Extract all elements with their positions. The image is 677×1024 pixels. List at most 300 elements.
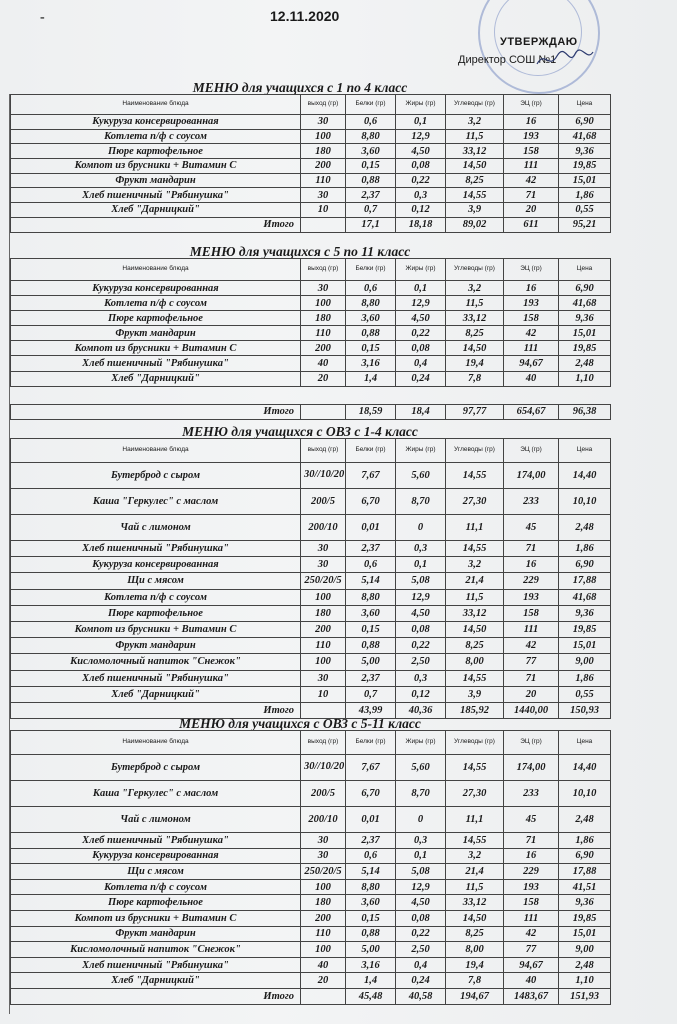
value-cell: 111 <box>504 341 559 356</box>
value-cell: 1,4 <box>346 371 396 386</box>
value-cell: 71 <box>504 188 559 203</box>
value-cell: 40 <box>504 973 559 989</box>
value-cell: 158 <box>504 144 559 159</box>
table-row <box>11 781 611 807</box>
value-cell: 40 <box>301 356 346 371</box>
value-cell: 77 <box>504 654 559 670</box>
total-value: 1440,00 <box>504 702 559 718</box>
column-header: выход (гр) <box>301 259 346 281</box>
value-cell: 200/5 <box>301 781 346 807</box>
column-header: Углеводы (гр) <box>446 439 504 463</box>
total-value: 18,59 <box>346 404 396 419</box>
table-row <box>11 159 611 174</box>
value-cell: 233 <box>504 781 559 807</box>
value-cell: 30 <box>301 670 346 686</box>
column-header: Белки (гр) <box>346 731 396 755</box>
dish-name-cell: Хлеб пшеничный "Рябинушка" <box>11 356 301 371</box>
value-cell: 110 <box>301 326 346 341</box>
dish-name-cell: Фрукт мандарин <box>11 926 301 942</box>
value-cell: 11,5 <box>446 879 504 895</box>
value-cell: 110 <box>301 173 346 188</box>
value-cell: 0,6 <box>346 115 396 130</box>
dish-name-cell: Пюре картофельное <box>11 895 301 911</box>
table-row <box>11 341 611 356</box>
value-cell: 14,55 <box>446 188 504 203</box>
column-header: Жиры (гр) <box>396 259 446 281</box>
menu-table-5-11 <box>10 258 611 420</box>
dish-name-cell: Хлеб "Дарницкий" <box>11 686 301 702</box>
column-header: выход (гр) <box>301 439 346 463</box>
value-cell: 111 <box>504 159 559 174</box>
value-cell: 0,22 <box>396 326 446 341</box>
value-cell: 16 <box>504 557 559 573</box>
section-title-5-11: МЕНЮ для учащихся с 5 по 11 класс <box>189 244 411 259</box>
value-cell: 14,50 <box>446 341 504 356</box>
value-cell: 2,37 <box>346 541 396 557</box>
value-cell: 9,00 <box>559 654 611 670</box>
value-cell: 0,1 <box>396 557 446 573</box>
value-cell: 0,22 <box>396 173 446 188</box>
table-row <box>11 755 611 781</box>
total-row <box>11 988 611 1004</box>
value-cell: 30 <box>301 281 346 296</box>
value-cell: 4,50 <box>396 605 446 621</box>
value-cell: 100 <box>301 296 346 311</box>
dish-name-cell: Котлета п/ф с соусом <box>11 879 301 895</box>
value-cell: 12,9 <box>396 129 446 144</box>
value-cell: 111 <box>504 621 559 637</box>
table-row <box>11 807 611 833</box>
value-cell: 19,85 <box>559 621 611 637</box>
column-header: Жиры (гр) <box>396 95 446 115</box>
value-cell: 2,48 <box>559 957 611 973</box>
column-header: Углеводы (гр) <box>446 731 504 755</box>
value-cell: 2,37 <box>346 188 396 203</box>
column-header: ЭЦ (гр) <box>504 439 559 463</box>
value-cell: 45 <box>504 807 559 833</box>
value-cell: 7,67 <box>346 755 396 781</box>
value-cell: 200 <box>301 341 346 356</box>
value-cell: 2,50 <box>396 654 446 670</box>
table-row <box>11 654 611 670</box>
value-cell: 14,55 <box>446 833 504 849</box>
table-header-row <box>11 731 611 755</box>
value-cell: 0,08 <box>396 341 446 356</box>
total-value: 40,36 <box>396 702 446 718</box>
value-cell: 100 <box>301 942 346 958</box>
value-cell: 45 <box>504 515 559 541</box>
section-title-ovz-1-4: МЕНЮ для учащихся с ОВЗ с 1-4 класс <box>182 424 418 439</box>
value-cell: 158 <box>504 311 559 326</box>
value-cell: 3,60 <box>346 605 396 621</box>
column-header: Цена <box>559 95 611 115</box>
value-cell: 193 <box>504 879 559 895</box>
value-cell: 5,14 <box>346 864 396 880</box>
value-cell: 2,37 <box>346 670 396 686</box>
value-cell: 9,36 <box>559 144 611 159</box>
value-cell: 0,24 <box>396 371 446 386</box>
value-cell: 40 <box>301 957 346 973</box>
total-value: 194,67 <box>446 988 504 1004</box>
value-cell: 77 <box>504 942 559 958</box>
value-cell: 94,67 <box>504 957 559 973</box>
value-cell: 19,4 <box>446 957 504 973</box>
dish-name-cell: Фрукт мандарин <box>11 638 301 654</box>
value-cell: 11,5 <box>446 589 504 605</box>
table-row <box>11 686 611 702</box>
section-title-1-4: МЕНЮ для учащихся с 1 по 4 класс <box>192 80 408 95</box>
column-header: Жиры (гр) <box>396 731 446 755</box>
table-row <box>11 144 611 159</box>
value-cell: 0,3 <box>396 541 446 557</box>
value-cell: 20 <box>504 686 559 702</box>
value-cell: 1,4 <box>346 973 396 989</box>
value-cell: 19,85 <box>559 159 611 174</box>
value-cell: 193 <box>504 589 559 605</box>
total-value: 18,4 <box>396 404 446 419</box>
value-cell: 0,88 <box>346 326 396 341</box>
value-cell: 9,36 <box>559 605 611 621</box>
value-cell: 9,00 <box>559 942 611 958</box>
value-cell: 0,24 <box>396 973 446 989</box>
value-cell: 30 <box>301 833 346 849</box>
value-cell: 14,40 <box>559 463 611 489</box>
value-cell: 71 <box>504 670 559 686</box>
value-cell: 3,16 <box>346 957 396 973</box>
value-cell: 16 <box>504 848 559 864</box>
total-label: Итого <box>11 404 301 419</box>
value-cell: 7,8 <box>446 973 504 989</box>
dish-name-cell: Котлета п/ф с соусом <box>11 129 301 144</box>
value-cell: 11,1 <box>446 515 504 541</box>
dish-name-cell: Пюре картофельное <box>11 144 301 159</box>
dish-name-cell: Компот из брусники + Витамин С <box>11 910 301 926</box>
table-row <box>11 670 611 686</box>
dish-name-cell: Бутерброд с сыром <box>11 755 301 781</box>
value-cell: 100 <box>301 589 346 605</box>
value-cell: 0,22 <box>396 638 446 654</box>
value-cell: 8,25 <box>446 173 504 188</box>
value-cell: 8,80 <box>346 879 396 895</box>
value-cell: 1,10 <box>559 973 611 989</box>
value-cell: 42 <box>504 638 559 654</box>
value-cell: 0,08 <box>396 159 446 174</box>
value-cell: 0,08 <box>396 621 446 637</box>
dish-name-cell: Фрукт мандарин <box>11 173 301 188</box>
value-cell: 0,15 <box>346 159 396 174</box>
value-cell: 100 <box>301 654 346 670</box>
value-cell: 0,1 <box>396 115 446 130</box>
table-row <box>11 515 611 541</box>
table-row <box>11 115 611 130</box>
value-cell: 41,68 <box>559 129 611 144</box>
total-value: 654,67 <box>504 404 559 419</box>
table-row <box>11 296 611 311</box>
value-cell: 3,2 <box>446 281 504 296</box>
value-cell: 3,2 <box>446 115 504 130</box>
value-cell: 27,30 <box>446 781 504 807</box>
column-header: Цена <box>559 439 611 463</box>
value-cell: 8,00 <box>446 942 504 958</box>
table-row <box>11 589 611 605</box>
value-cell: 15,01 <box>559 326 611 341</box>
value-cell: 5,60 <box>396 755 446 781</box>
column-header: Углеводы (гр) <box>446 259 504 281</box>
dish-name-cell: Котлета п/ф с соусом <box>11 589 301 605</box>
dish-name-cell: Кисломолочный напиток "Снежок" <box>11 942 301 958</box>
total-value <box>301 404 346 419</box>
value-cell: 0,08 <box>396 910 446 926</box>
column-header: Наименование блюда <box>11 731 301 755</box>
value-cell: 30 <box>301 557 346 573</box>
value-cell: 1,86 <box>559 833 611 849</box>
dish-name-cell: Фрукт мандарин <box>11 326 301 341</box>
dish-name-cell: Чай с лимоном <box>11 515 301 541</box>
menu-table-ovz-5-11 <box>10 730 611 1005</box>
value-cell: 20 <box>504 203 559 218</box>
table-row <box>11 605 611 621</box>
table-row <box>11 129 611 144</box>
value-cell: 14,55 <box>446 755 504 781</box>
table-header-row <box>11 95 611 115</box>
value-cell: 12,9 <box>396 296 446 311</box>
dish-name-cell: Каша "Геркулес" с маслом <box>11 489 301 515</box>
value-cell: 6,90 <box>559 115 611 130</box>
value-cell: 6,90 <box>559 281 611 296</box>
value-cell: 15,01 <box>559 638 611 654</box>
value-cell: 2,50 <box>396 942 446 958</box>
column-header: Наименование блюда <box>11 95 301 115</box>
value-cell: 6,70 <box>346 781 396 807</box>
total-value: 185,92 <box>446 702 504 718</box>
value-cell: 14,40 <box>559 755 611 781</box>
column-header: Цена <box>559 731 611 755</box>
value-cell: 8,70 <box>396 781 446 807</box>
total-value: 151,93 <box>559 988 611 1004</box>
value-cell: 11,1 <box>446 807 504 833</box>
table-row <box>11 973 611 989</box>
total-value: 95,21 <box>559 217 611 232</box>
total-value: 611 <box>504 217 559 232</box>
value-cell: 100 <box>301 129 346 144</box>
column-header: ЭЦ (гр) <box>504 259 559 281</box>
column-header: ЭЦ (гр) <box>504 731 559 755</box>
value-cell: 8,80 <box>346 296 396 311</box>
value-cell: 42 <box>504 173 559 188</box>
value-cell: 0,7 <box>346 686 396 702</box>
column-header: Углеводы (гр) <box>446 95 504 115</box>
value-cell: 14,55 <box>446 541 504 557</box>
value-cell: 30 <box>301 188 346 203</box>
value-cell: 5,00 <box>346 942 396 958</box>
dish-name-cell: Хлеб "Дарницкий" <box>11 973 301 989</box>
value-cell: 200 <box>301 621 346 637</box>
menu-table-1-4 <box>10 94 611 233</box>
value-cell: 0,7 <box>346 203 396 218</box>
total-value: 1483,67 <box>504 988 559 1004</box>
value-cell: 0,88 <box>346 638 396 654</box>
table-row <box>11 311 611 326</box>
total-row <box>11 404 611 419</box>
value-cell: 229 <box>504 864 559 880</box>
value-cell: 250/20/5 <box>301 864 346 880</box>
value-cell: 3,60 <box>346 311 396 326</box>
dish-name-cell: Хлеб пшеничный "Рябинушка" <box>11 188 301 203</box>
value-cell: 10 <box>301 686 346 702</box>
dish-name-cell: Каша "Геркулес" с маслом <box>11 781 301 807</box>
value-cell: 0,4 <box>396 356 446 371</box>
value-cell: 21,4 <box>446 573 504 589</box>
value-cell: 0,88 <box>346 926 396 942</box>
value-cell: 11,5 <box>446 129 504 144</box>
value-cell: 71 <box>504 541 559 557</box>
dish-name-cell: Щи с мясом <box>11 573 301 589</box>
value-cell: 19,85 <box>559 341 611 356</box>
value-cell: 30//10/20 <box>301 463 346 489</box>
value-cell: 5,08 <box>396 573 446 589</box>
approval-label: УТВЕРЖДАЮ <box>500 36 578 48</box>
value-cell: 2,48 <box>559 356 611 371</box>
spacer-cell <box>11 386 611 404</box>
value-cell: 8,25 <box>446 326 504 341</box>
value-cell: 12,9 <box>396 589 446 605</box>
value-cell: 8,70 <box>396 489 446 515</box>
column-header: выход (гр) <box>301 731 346 755</box>
corner-mark: - <box>40 10 45 25</box>
value-cell: 20 <box>301 371 346 386</box>
column-header: выход (гр) <box>301 95 346 115</box>
value-cell: 15,01 <box>559 926 611 942</box>
value-cell: 0,12 <box>396 203 446 218</box>
dish-name-cell: Щи с мясом <box>11 864 301 880</box>
column-header: Цена <box>559 259 611 281</box>
table-row <box>11 541 611 557</box>
table-header-row <box>11 259 611 281</box>
value-cell: 5,08 <box>396 864 446 880</box>
value-cell: 110 <box>301 926 346 942</box>
spacer-row <box>11 386 611 404</box>
value-cell: 3,9 <box>446 686 504 702</box>
table-row <box>11 203 611 218</box>
table-row <box>11 638 611 654</box>
value-cell: 2,37 <box>346 833 396 849</box>
value-cell: 19,4 <box>446 356 504 371</box>
value-cell: 20 <box>301 973 346 989</box>
value-cell: 21,4 <box>446 864 504 880</box>
column-header: Белки (гр) <box>346 439 396 463</box>
dish-name-cell: Компот из брусники + Витамин С <box>11 341 301 356</box>
value-cell: 5,60 <box>396 463 446 489</box>
table-row <box>11 489 611 515</box>
value-cell: 6,90 <box>559 848 611 864</box>
value-cell: 41,68 <box>559 589 611 605</box>
column-header: Жиры (гр) <box>396 439 446 463</box>
value-cell: 30 <box>301 848 346 864</box>
value-cell: 9,36 <box>559 895 611 911</box>
column-header: Наименование блюда <box>11 439 301 463</box>
value-cell: 158 <box>504 895 559 911</box>
value-cell: 14,55 <box>446 463 504 489</box>
value-cell: 6,70 <box>346 489 396 515</box>
value-cell: 3,2 <box>446 848 504 864</box>
table-row <box>11 463 611 489</box>
value-cell: 7,67 <box>346 463 396 489</box>
value-cell: 0,01 <box>346 807 396 833</box>
value-cell: 33,12 <box>446 144 504 159</box>
value-cell: 12,9 <box>396 879 446 895</box>
value-cell: 200 <box>301 159 346 174</box>
value-cell: 5,00 <box>346 654 396 670</box>
value-cell: 33,12 <box>446 605 504 621</box>
value-cell: 180 <box>301 605 346 621</box>
value-cell: 14,55 <box>446 670 504 686</box>
dish-name-cell: Пюре картофельное <box>11 605 301 621</box>
value-cell: 0 <box>396 515 446 541</box>
section-title-ovz-5-11: МЕНЮ для учащихся с ОВЗ с 5-11 класс <box>179 716 421 731</box>
value-cell: 1,86 <box>559 188 611 203</box>
value-cell: 14,50 <box>446 159 504 174</box>
total-value <box>301 217 346 232</box>
table-row <box>11 557 611 573</box>
value-cell: 0,3 <box>396 833 446 849</box>
value-cell: 1,10 <box>559 371 611 386</box>
table-row <box>11 326 611 341</box>
value-cell: 0,55 <box>559 686 611 702</box>
value-cell: 110 <box>301 638 346 654</box>
value-cell: 6,90 <box>559 557 611 573</box>
value-cell: 200/10 <box>301 515 346 541</box>
value-cell: 14,50 <box>446 621 504 637</box>
column-header: ЭЦ (гр) <box>504 95 559 115</box>
value-cell: 94,67 <box>504 356 559 371</box>
total-value: 17,1 <box>346 217 396 232</box>
director-label: Директор СОШ №1 <box>458 54 557 66</box>
dish-name-cell: Хлеб пшеничный "Рябинушка" <box>11 541 301 557</box>
value-cell: 4,50 <box>396 144 446 159</box>
value-cell: 3,16 <box>346 356 396 371</box>
value-cell: 174,00 <box>504 755 559 781</box>
column-header: Наименование блюда <box>11 259 301 281</box>
value-cell: 10 <box>301 203 346 218</box>
value-cell: 2,48 <box>559 807 611 833</box>
value-cell: 3,60 <box>346 144 396 159</box>
value-cell: 111 <box>504 910 559 926</box>
dish-name-cell: Хлеб "Дарницкий" <box>11 371 301 386</box>
value-cell: 33,12 <box>446 895 504 911</box>
dish-name-cell: Кукуруза консервированная <box>11 281 301 296</box>
table-header-row <box>11 439 611 463</box>
total-value <box>301 988 346 1004</box>
total-value: 18,18 <box>396 217 446 232</box>
total-value: 89,02 <box>446 217 504 232</box>
value-cell: 41,68 <box>559 296 611 311</box>
column-header: Белки (гр) <box>346 259 396 281</box>
value-cell: 33,12 <box>446 311 504 326</box>
value-cell: 30//10/20 <box>301 755 346 781</box>
value-cell: 0,22 <box>396 926 446 942</box>
value-cell: 0 <box>396 807 446 833</box>
value-cell: 17,88 <box>559 864 611 880</box>
value-cell: 0,15 <box>346 341 396 356</box>
value-cell: 193 <box>504 296 559 311</box>
value-cell: 250/20/5 <box>301 573 346 589</box>
value-cell: 180 <box>301 895 346 911</box>
value-cell: 0,6 <box>346 848 396 864</box>
dish-name-cell: Кукуруза консервированная <box>11 557 301 573</box>
total-value: 97,77 <box>446 404 504 419</box>
value-cell: 233 <box>504 489 559 515</box>
value-cell: 27,30 <box>446 489 504 515</box>
